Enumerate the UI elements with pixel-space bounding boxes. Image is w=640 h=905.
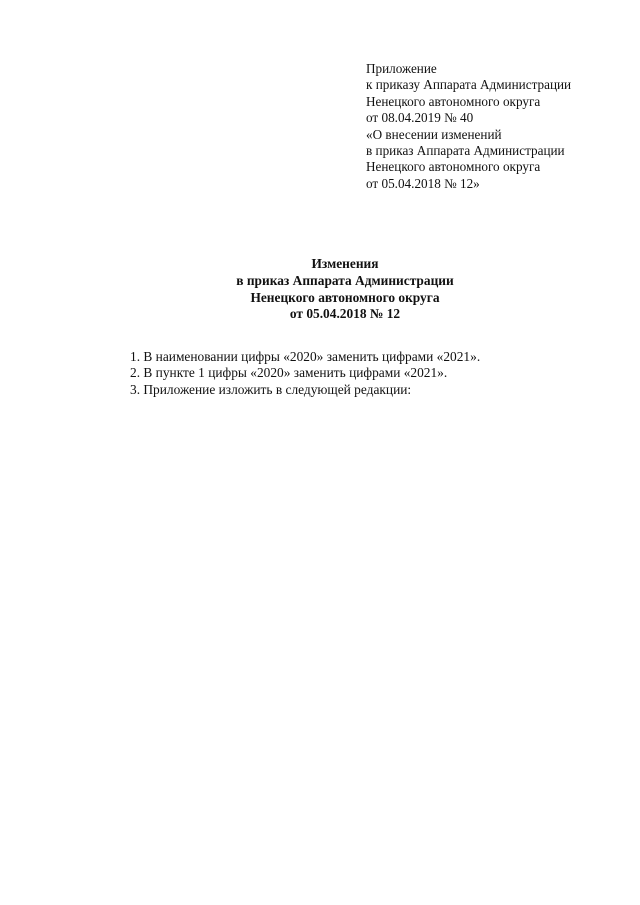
appendix-line: от 08.04.2019 № 40 xyxy=(366,110,474,126)
appendix-line: Приложение xyxy=(366,61,437,76)
title-line: от 05.04.2018 № 12 xyxy=(289,306,401,322)
appendix-line: к приказу Аппарата Администрации xyxy=(366,77,572,93)
list-item: 2. В пункте 1 цифры «2020» заменить цифрами «2021». xyxy=(130,365,448,381)
title-line: Ненецкого автономного округа xyxy=(250,289,440,305)
appendix-line: «О внесении изменений xyxy=(366,126,502,142)
changes-list xyxy=(130,349,610,398)
list-item: 3. Приложение изложить в следующей редакции: xyxy=(130,381,412,397)
appendix-block xyxy=(366,61,626,192)
appendix-line: Ненецкого автономного округа xyxy=(366,93,541,109)
title-line: Изменения xyxy=(311,256,379,271)
appendix-line: от 05.04.2018 № 12» xyxy=(366,175,480,191)
title-line: в приказ Аппарата Администрации xyxy=(236,272,454,288)
appendix-line: в приказ Аппарата Администрации xyxy=(366,143,565,159)
appendix-line: Ненецкого автономного округа xyxy=(366,159,541,175)
list-item: 1. В наименовании цифры «2020» заменить цифрами «2021». xyxy=(130,349,481,364)
document-title xyxy=(0,256,640,323)
